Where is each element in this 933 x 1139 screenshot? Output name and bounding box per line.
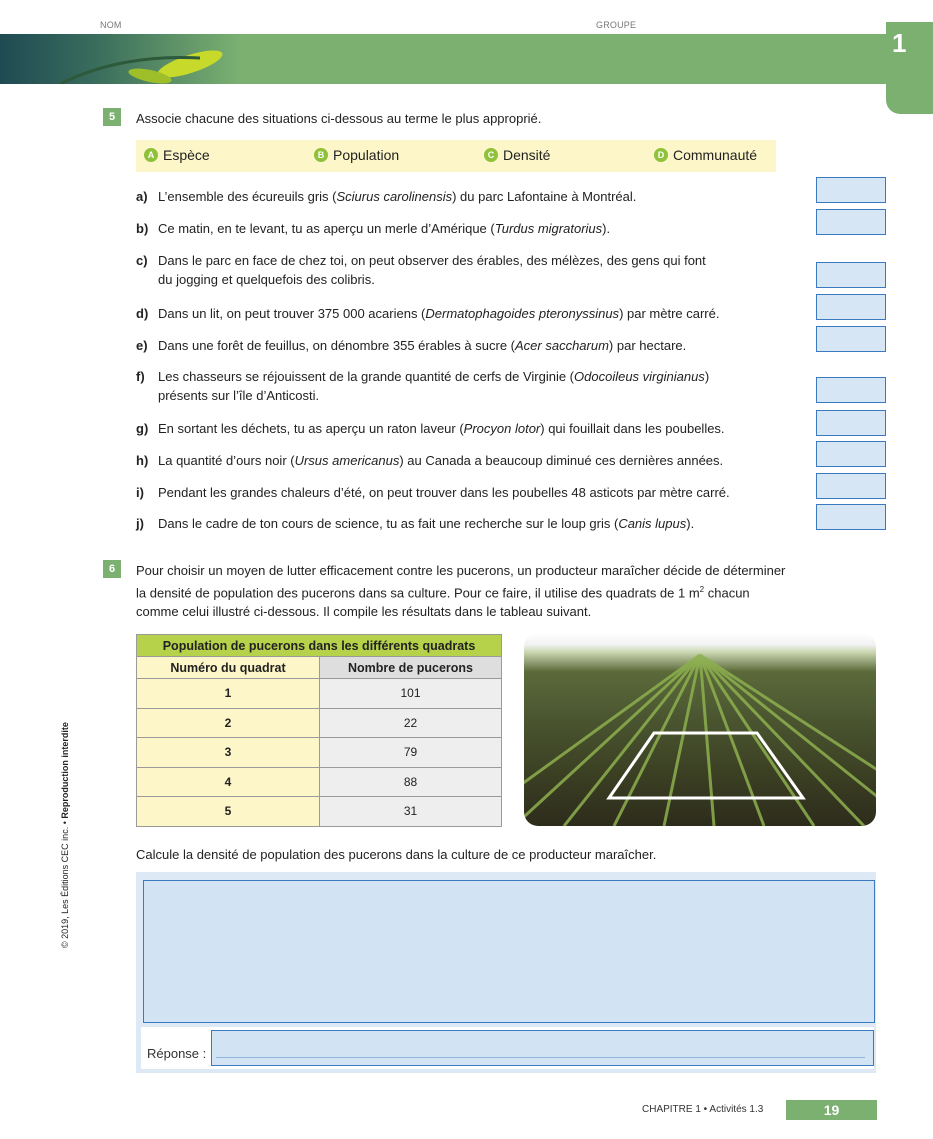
column-header-pucerons: Nombre de pucerons — [320, 657, 502, 679]
answer-box-g[interactable] — [816, 410, 886, 436]
table-row — [137, 797, 502, 827]
quadrat-number: 3 — [137, 738, 320, 768]
term-label: Communauté — [673, 147, 758, 163]
quadrat-number: 4 — [137, 767, 320, 797]
answer-box-i[interactable] — [816, 473, 886, 499]
situation-item-f — [136, 367, 796, 405]
situation-item-d — [136, 304, 796, 323]
aphid-count: 88 — [320, 767, 502, 797]
intro-line-3: comme celui illustré ci-dessous. Il compile les résultats dans le tableau suivant. — [136, 604, 592, 620]
table-title: Population de pucerons dans les différents quadrats — [137, 635, 502, 657]
item-label: g) — [136, 421, 149, 436]
response-underline — [216, 1057, 865, 1058]
quadrat-illustration — [524, 633, 876, 826]
term-letter: B — [314, 148, 328, 162]
situation-item-g — [136, 419, 796, 438]
item-text: Les chasseurs se réjouissent de la grande quantité de cerfs de Virginie (Odocoileus virginianus) — [158, 369, 710, 384]
groupe-label: GROUPE — [596, 20, 637, 30]
term-letter: A — [144, 148, 158, 162]
quadrat-number: 5 — [137, 797, 320, 827]
aphid-population-table — [136, 634, 502, 827]
quadrat-number: 1 — [137, 679, 320, 709]
situation-item-j — [136, 514, 796, 533]
answer-box-d[interactable] — [816, 294, 886, 320]
table-row — [137, 738, 502, 768]
question-5-number: 5 — [103, 108, 121, 126]
question-6-intro — [136, 561, 866, 621]
copyright-notice — [60, 668, 70, 948]
table-row — [137, 708, 502, 738]
item-text: La quantité d’ours noir (Ursus americanus) au Canada a beaucoup diminué ces dernières années. — [158, 453, 724, 468]
aphid-count: 101 — [320, 679, 502, 709]
answer-box-j[interactable] — [816, 504, 886, 530]
item-text-line2: du jogging et quelquefois des colibris. — [158, 272, 375, 287]
answer-box-e[interactable] — [816, 326, 886, 352]
calculation-work-box[interactable] — [143, 880, 875, 1023]
item-text: Dans un lit, on peut trouver 375 000 acariens (Dermatophagoides pteronyssinus) par mètre carré. — [158, 306, 720, 321]
term-label: Population — [333, 147, 400, 163]
situation-item-c — [136, 251, 796, 289]
aphid-count: 31 — [320, 797, 502, 827]
nom-label: NOM — [100, 20, 122, 30]
chapter-tab: 1 — [886, 22, 933, 114]
situation-item-h — [136, 451, 796, 470]
response-label: Réponse : — [147, 1046, 207, 1061]
answer-box-h[interactable] — [816, 441, 886, 467]
item-text: Dans le parc en face de chez toi, on peut observer des érables, des mélèzes, des gens qui font — [158, 253, 706, 268]
table-row — [137, 679, 502, 709]
answer-box-f[interactable] — [816, 377, 886, 403]
item-text: Ce matin, en te levant, tu as aperçu un merle d’Amérique (Turdus migratorius). — [158, 221, 611, 236]
answer-box-a[interactable] — [816, 177, 886, 203]
situation-item-e — [136, 336, 796, 355]
answer-box-b[interactable] — [816, 209, 886, 235]
quadrat-number: 2 — [137, 708, 320, 738]
term-a — [144, 147, 210, 163]
situation-item-a — [136, 187, 796, 206]
item-label: e) — [136, 338, 148, 353]
term-letter: C — [484, 148, 498, 162]
response-input[interactable] — [211, 1030, 874, 1066]
intro-line-1: Pour choisir un moyen de lutter efficacement contre les pucerons, un producteur maraîcher décide de déterminer — [136, 563, 786, 578]
term-label: Densité — [503, 147, 551, 163]
header-banner — [0, 34, 886, 84]
copyright-text: © 2019, Les Éditions CEC inc. • — [60, 821, 70, 948]
item-label: i) — [136, 485, 144, 500]
situation-item-b — [136, 219, 796, 238]
item-text: Dans une forêt de feuillus, on dénombre 355 érables à sucre (Acer saccharum) par hectare. — [158, 338, 687, 353]
answer-box-c[interactable] — [816, 262, 886, 288]
aphid-count: 79 — [320, 738, 502, 768]
page-number: 19 — [786, 1100, 877, 1120]
table-row — [137, 767, 502, 797]
term-d — [654, 147, 757, 163]
question-6-number: 6 — [103, 560, 121, 578]
banner-leaf-image — [0, 34, 240, 84]
column-header-quadrat: Numéro du quadrat — [137, 657, 320, 679]
aphid-count: 22 — [320, 708, 502, 738]
item-label: h) — [136, 453, 149, 468]
item-label: c) — [136, 253, 148, 268]
term-c — [484, 147, 550, 163]
item-text: L’ensemble des écureuils gris (Sciurus carolinensis) du parc Lafontaine à Montréal. — [158, 189, 637, 204]
copyright-bold: Reproduction interdite — [60, 722, 70, 819]
footer-chapter: CHAPITRE 1 • Activités 1.3 — [642, 1104, 764, 1115]
situation-item-i — [136, 483, 796, 502]
item-text: En sortant les déchets, tu as aperçu un raton laveur (Procyon lotor) qui fouillait dans les poubelles. — [158, 421, 725, 436]
calculation-prompt: Calcule la densité de population des pucerons dans la culture de ce producteur maraîcher. — [136, 847, 657, 862]
item-label: j) — [136, 516, 144, 531]
question-5-instruction: Associe chacune des situations ci-dessous au terme le plus approprié. — [136, 111, 542, 126]
term-letter: D — [654, 148, 668, 162]
crop-field-photo — [524, 633, 876, 826]
term-b — [314, 147, 399, 163]
item-label: f) — [136, 369, 145, 384]
item-label: b) — [136, 221, 149, 236]
terms-bar — [136, 140, 776, 172]
leaf-icon — [0, 34, 240, 84]
intro-line-2: la densité de population des pucerons dans sa culture. Pour ce faire, il utilise des quadrats de 1 $m^2$ chacun — [136, 585, 750, 601]
item-label: d) — [136, 306, 149, 321]
item-text: Dans le cadre de ton cours de science, tu as fait une recherche sur le loup gris (Canis lupus). — [158, 516, 695, 531]
term-label: Espèce — [163, 147, 210, 163]
item-text: Pendant les grandes chaleurs d’été, on peut trouver dans les poubelles 48 asticots par mètre carré. — [158, 485, 730, 500]
item-label: a) — [136, 189, 148, 204]
item-text-line2: présents sur l’île d’Anticosti. — [158, 388, 320, 403]
